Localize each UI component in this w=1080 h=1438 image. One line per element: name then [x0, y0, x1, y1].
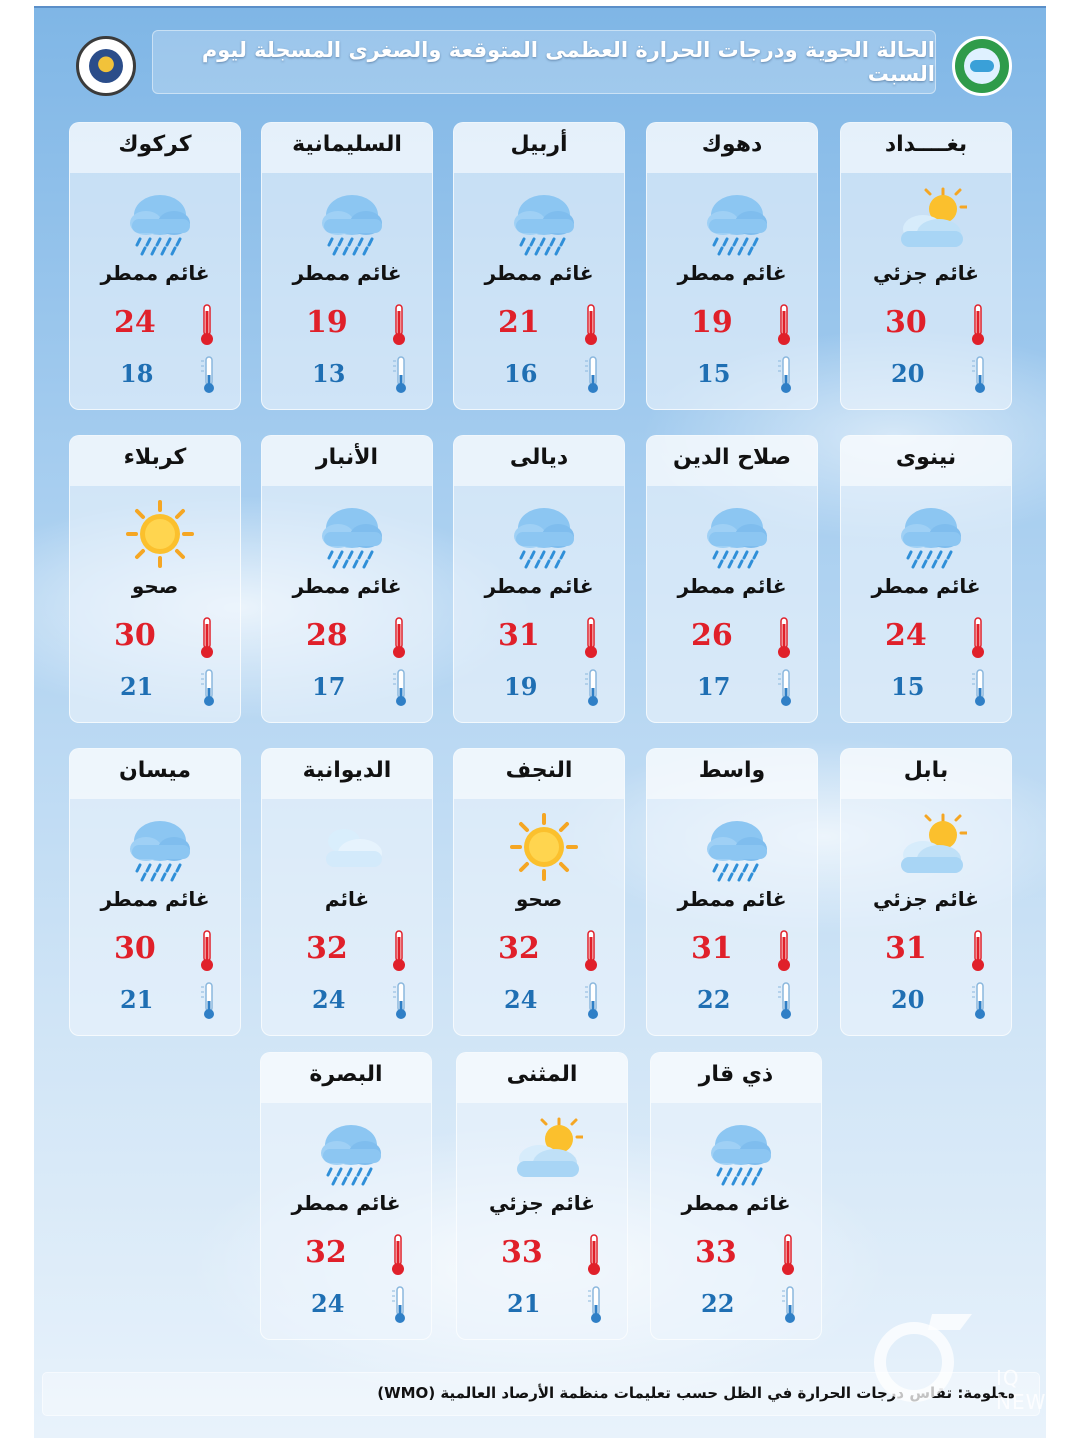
weather-condition: غائم ممطر [484, 574, 594, 598]
weather-condition: غائم جزئي [489, 1191, 595, 1215]
max-temperature: 32 [498, 931, 540, 966]
sun-icon [508, 811, 580, 883]
min-temperature: 21 [120, 672, 154, 701]
thermometer-cold-icon [587, 1285, 605, 1325]
thermometer-cold-icon [584, 355, 602, 395]
thermometer-hot-icon [390, 929, 408, 973]
min-temperature: 18 [120, 359, 154, 388]
min-temperature: 21 [507, 1289, 541, 1318]
weather-condition: غائم [324, 887, 370, 911]
max-temperature: 32 [305, 1235, 347, 1270]
min-temperature: 13 [312, 359, 346, 388]
city-name: السليمانية [292, 132, 402, 157]
city-card [840, 748, 1012, 1036]
weather-condition: غائم ممطر [677, 574, 787, 598]
max-temperature: 30 [114, 931, 156, 966]
thermometer-cold-icon [777, 355, 795, 395]
max-temperature: 19 [306, 305, 348, 340]
thermometer-hot-icon [390, 616, 408, 660]
city-card [646, 122, 818, 410]
city-name: المثنى [506, 1062, 578, 1087]
city-name: ذي قار [698, 1062, 774, 1087]
weather-condition: غائم ممطر [677, 887, 787, 911]
min-temperature: 16 [504, 359, 538, 388]
thermometer-hot-icon [779, 1233, 797, 1277]
city-card [453, 748, 625, 1036]
rain-cloud-icon [895, 498, 967, 570]
min-temperature: 22 [697, 985, 731, 1014]
min-temperature: 17 [312, 672, 346, 701]
thermometer-hot-icon [969, 303, 987, 347]
city-name: صلاح الدين [672, 445, 792, 470]
city-name: كركوك [118, 132, 192, 157]
thermometer-hot-icon [775, 616, 793, 660]
thermometer-hot-icon [389, 1233, 407, 1277]
max-temperature: 30 [885, 305, 927, 340]
thermometer-hot-icon [969, 616, 987, 660]
min-temperature: 24 [504, 985, 538, 1014]
city-name: دهوك [701, 132, 763, 157]
cloudy-icon [316, 811, 388, 883]
max-temperature: 32 [306, 931, 348, 966]
thermometer-hot-icon [585, 1233, 603, 1277]
city-card [260, 1052, 432, 1340]
city-card [456, 1052, 628, 1340]
thermometer-hot-icon [582, 303, 600, 347]
watermark-text: IQ NEW [996, 1366, 1046, 1414]
city-card [840, 122, 1012, 410]
max-temperature: 26 [691, 618, 733, 653]
thermometer-cold-icon [392, 981, 410, 1021]
weather-condition: غائم ممطر [681, 1191, 791, 1215]
city-card [453, 435, 625, 723]
weather-condition: غائم ممطر [292, 574, 402, 598]
min-temperature: 20 [891, 985, 925, 1014]
city-name: واسط [698, 758, 766, 783]
city-name: نينوى [895, 445, 957, 470]
thermometer-cold-icon [391, 1285, 409, 1325]
weather-condition: غائم ممطر [291, 1191, 401, 1215]
partly-cloudy-icon [511, 1115, 583, 1187]
city-name: كربلاء [123, 445, 187, 470]
partly-cloudy-icon [895, 811, 967, 883]
sun-icon [124, 498, 196, 570]
weather-condition: صحو [131, 574, 179, 598]
min-temperature: 17 [697, 672, 731, 701]
city-card [646, 748, 818, 1036]
meteorology-organization-logo-icon [952, 36, 1012, 96]
min-temperature: 15 [891, 672, 925, 701]
city-card [646, 435, 818, 723]
rain-cloud-icon [508, 498, 580, 570]
thermometer-hot-icon [775, 929, 793, 973]
thermometer-hot-icon [198, 616, 216, 660]
footer-note: معلومة: تقاس درجات الحرارة في الظل حسب تعليمات منظمة الأرصاد العالمية (WMO) [377, 1384, 1015, 1402]
thermometer-hot-icon [198, 303, 216, 347]
city-name: ميسان [118, 758, 192, 783]
city-card [69, 435, 241, 723]
thermometer-cold-icon [584, 668, 602, 708]
city-name: الديوانية [302, 758, 392, 783]
thermometer-cold-icon [200, 981, 218, 1021]
thermometer-cold-icon [971, 355, 989, 395]
max-temperature: 33 [501, 1235, 543, 1270]
rain-cloud-icon [316, 185, 388, 257]
header-bar [152, 30, 936, 94]
max-temperature: 24 [114, 305, 156, 340]
weather-condition: غائم ممطر [100, 887, 210, 911]
rain-cloud-icon [701, 498, 773, 570]
city-card [840, 435, 1012, 723]
thermometer-cold-icon [971, 668, 989, 708]
thermometer-cold-icon [200, 668, 218, 708]
forecast-board [34, 6, 1046, 1438]
city-card [261, 748, 433, 1036]
min-temperature: 21 [120, 985, 154, 1014]
weather-condition: غائم ممطر [484, 261, 594, 285]
thermometer-cold-icon [781, 1285, 799, 1325]
partly-cloudy-icon [895, 185, 967, 257]
city-name: بغــــداد [884, 132, 968, 157]
city-name: ديالى [509, 445, 569, 470]
weather-condition: غائم جزئي [873, 887, 979, 911]
rain-cloud-icon [316, 498, 388, 570]
rain-cloud-icon [701, 185, 773, 257]
city-name: البصرة [309, 1062, 383, 1087]
max-temperature: 30 [114, 618, 156, 653]
thermometer-hot-icon [390, 303, 408, 347]
weather-condition: غائم جزئي [873, 261, 979, 285]
rain-cloud-icon [508, 185, 580, 257]
thermometer-cold-icon [200, 355, 218, 395]
weather-condition: غائم ممطر [292, 261, 402, 285]
thermometer-hot-icon [775, 303, 793, 347]
thermometer-cold-icon [971, 981, 989, 1021]
max-temperature: 24 [885, 618, 927, 653]
watermark-logo-icon [862, 1294, 982, 1414]
max-temperature: 31 [498, 618, 540, 653]
min-temperature: 20 [891, 359, 925, 388]
thermometer-cold-icon [777, 981, 795, 1021]
max-temperature: 31 [691, 931, 733, 966]
city-card [69, 748, 241, 1036]
thermometer-hot-icon [582, 929, 600, 973]
rain-cloud-icon [701, 811, 773, 883]
max-temperature: 28 [306, 618, 348, 653]
city-name: أربيل [510, 132, 568, 157]
min-temperature: 15 [697, 359, 731, 388]
min-temperature: 19 [504, 672, 538, 701]
city-card [261, 435, 433, 723]
min-temperature: 22 [701, 1289, 735, 1318]
weather-condition: غائم ممطر [100, 261, 210, 285]
min-temperature: 24 [311, 1289, 345, 1318]
max-temperature: 19 [691, 305, 733, 340]
rain-cloud-icon [705, 1115, 777, 1187]
thermometer-hot-icon [582, 616, 600, 660]
thermometer-cold-icon [392, 355, 410, 395]
rain-cloud-icon [315, 1115, 387, 1187]
weather-condition: صحو [515, 887, 563, 911]
city-card [650, 1052, 822, 1340]
ministry-seal-icon [76, 36, 136, 96]
max-temperature: 31 [885, 931, 927, 966]
rain-cloud-icon [124, 185, 196, 257]
city-card [69, 122, 241, 410]
thermometer-cold-icon [392, 668, 410, 708]
city-name: الأنبار [315, 445, 379, 470]
weather-condition: غائم ممطر [677, 261, 787, 285]
city-name: بابل [903, 758, 949, 783]
rain-cloud-icon [124, 811, 196, 883]
min-temperature: 24 [312, 985, 346, 1014]
page-title: الحالة الجوية ودرجات الحرارة العظمى المتوقعة والصغرى المسجلة ليوم السبت [201, 38, 935, 86]
weather-condition: غائم ممطر [871, 574, 981, 598]
city-card [261, 122, 433, 410]
city-name: النجف [505, 758, 573, 783]
thermometer-hot-icon [969, 929, 987, 973]
thermometer-cold-icon [777, 668, 795, 708]
thermometer-cold-icon [584, 981, 602, 1021]
max-temperature: 21 [498, 305, 540, 340]
max-temperature: 33 [695, 1235, 737, 1270]
city-card [453, 122, 625, 410]
thermometer-hot-icon [198, 929, 216, 973]
